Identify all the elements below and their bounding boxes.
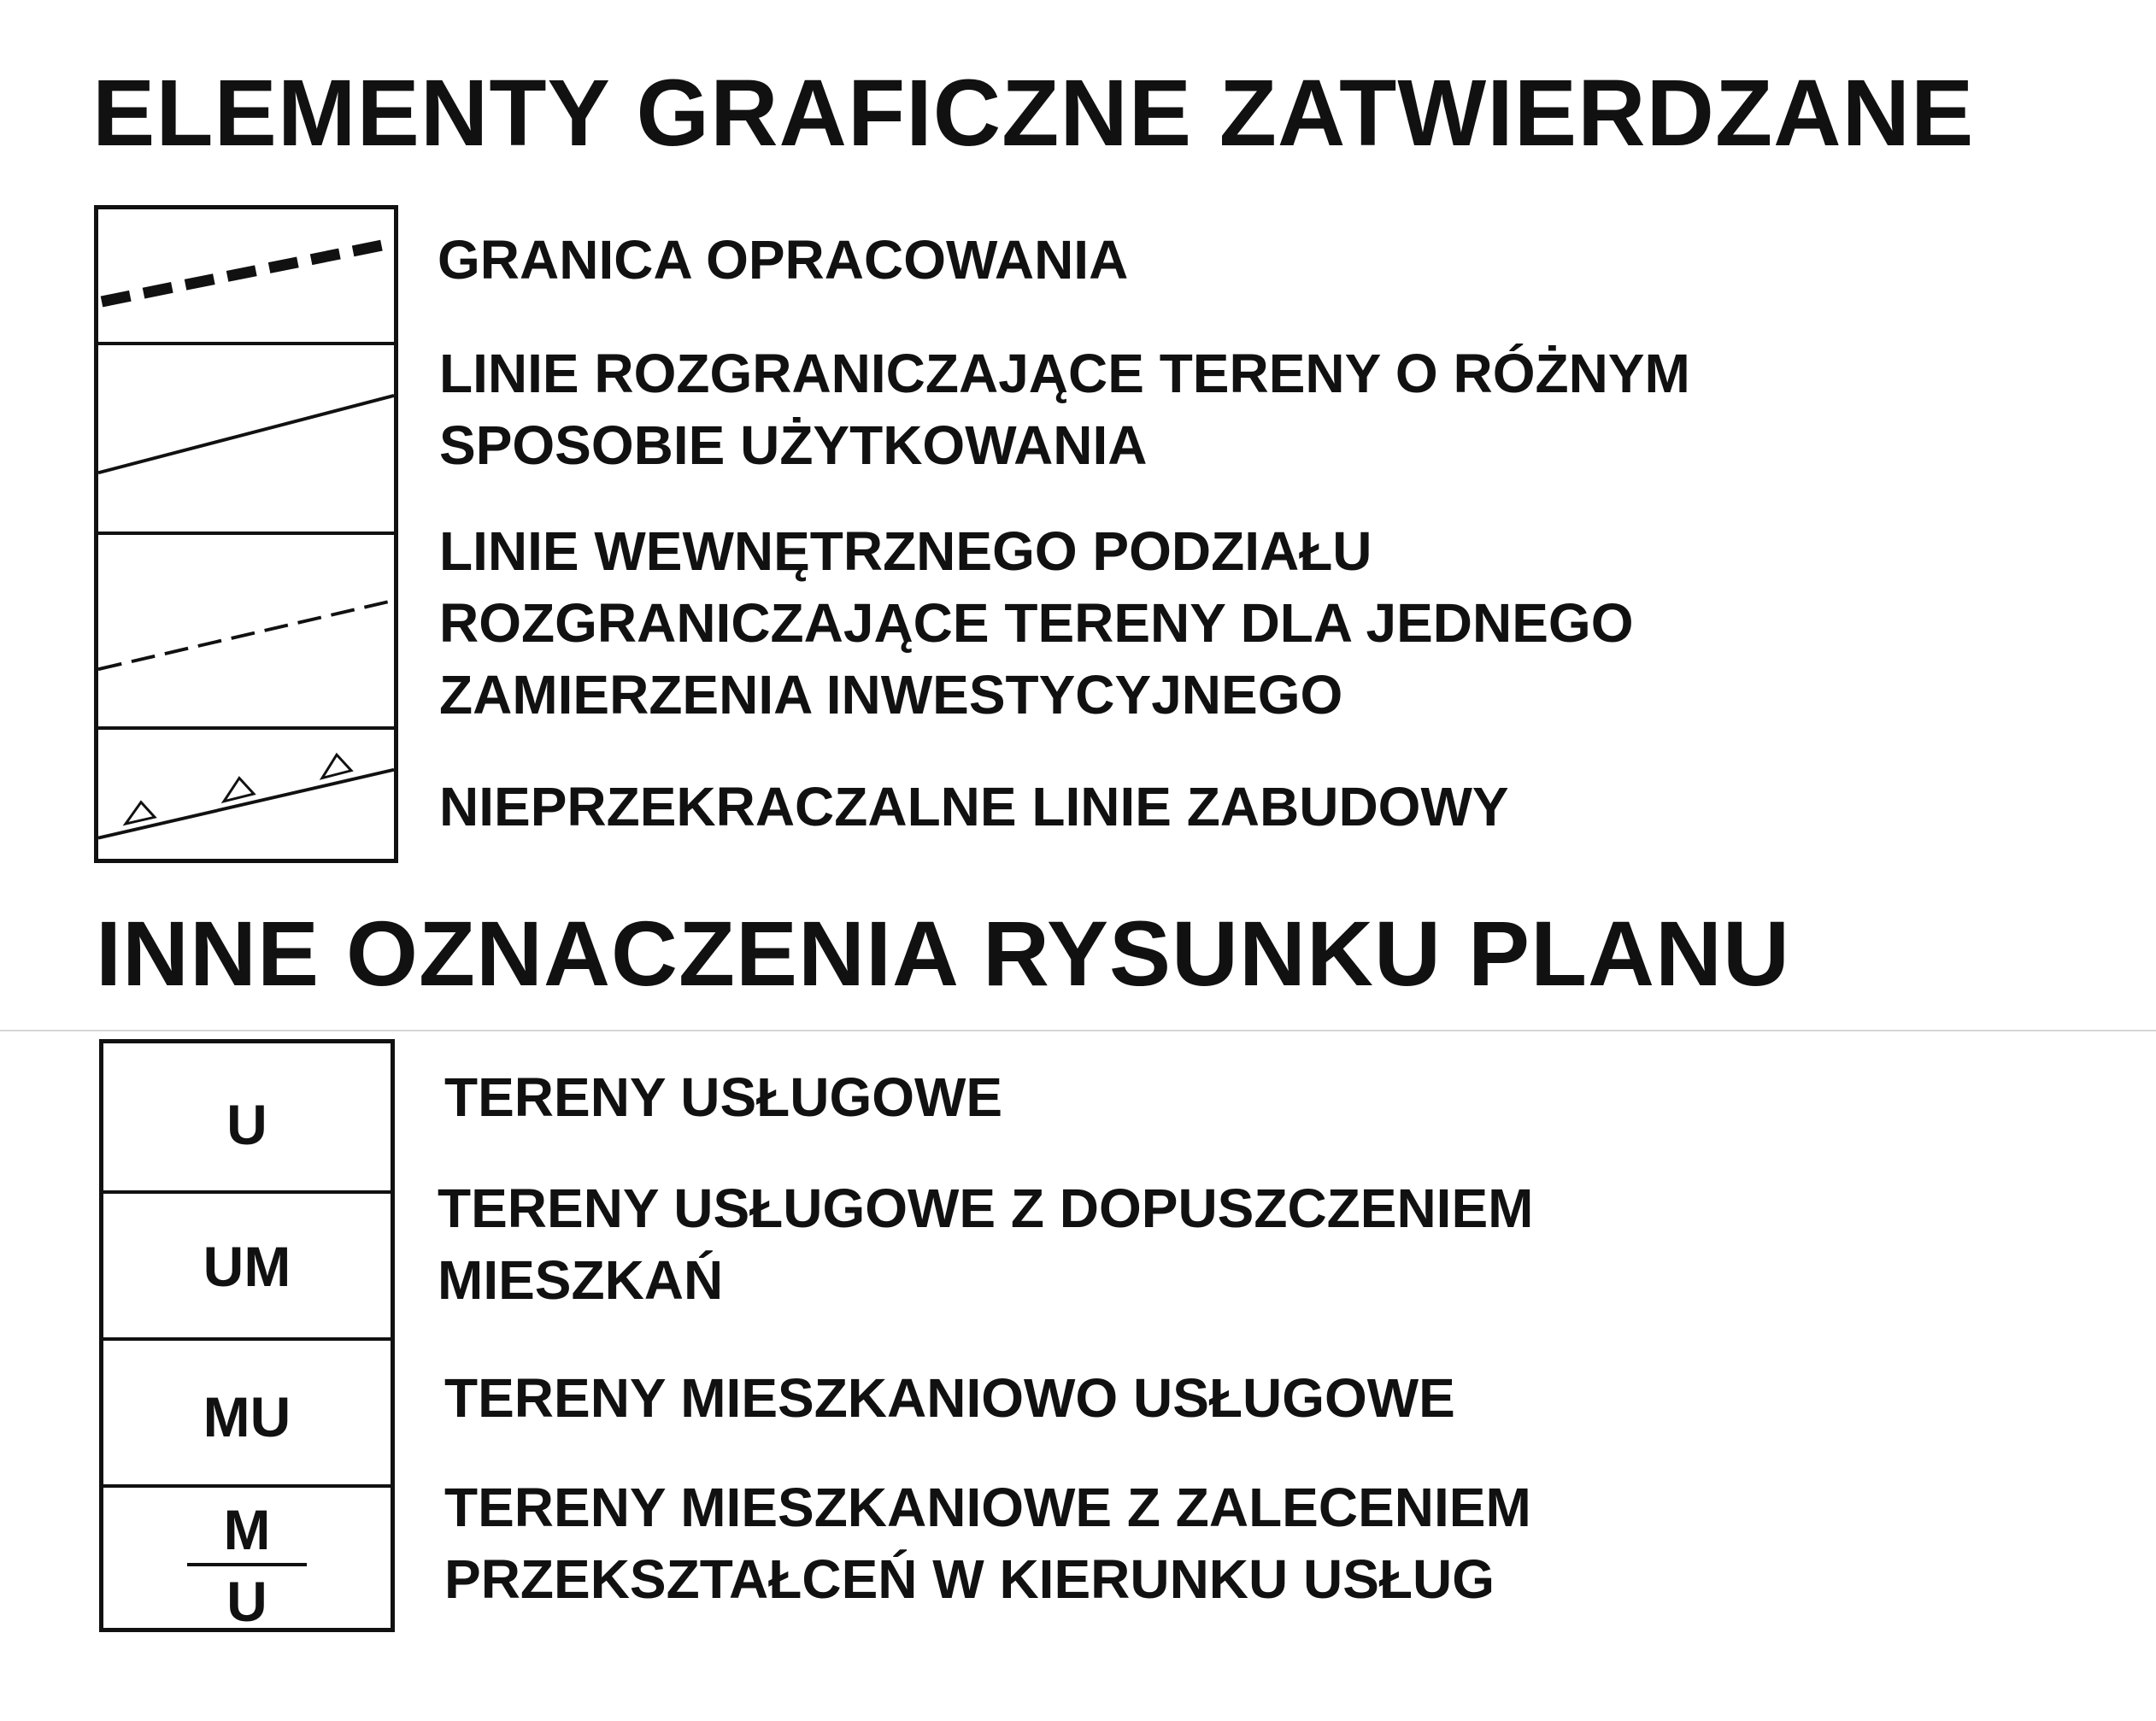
legend-text-service-residential-areas: TERENY USŁUGOWE Z DOPUSZCZENIEM MIESZKAŃ <box>438 1178 1534 1311</box>
section-title-approved-elements: ELEMENTY GRAFICZNE ZATWIERDZANE <box>92 61 1975 166</box>
section-title-other-plan-markings: INNE OZNACZENIA RYSUNKU PLANU <box>96 902 1791 1005</box>
code-cell-m-over-u <box>103 1484 391 1633</box>
fraction-bar <box>187 1563 307 1566</box>
legend-text-internal-division-lines: LINIE WEWNĘTRZNEGO PODZIAŁU ROZGRANICZAJĄCE TERENY DLA JEDNEGO ZAMIERZENIA INWESTYCYJNEGO <box>439 520 1634 725</box>
triangle-line-icon <box>98 730 394 859</box>
legend-text-residential-transformation-areas: TERENY MIESZKANIOWE Z ZALECENIEM PRZEKSZTAŁCEŃ W KIERUNKU USŁUG <box>444 1477 1531 1610</box>
zone-code-mu: MU <box>203 1385 291 1448</box>
code-cell-um <box>103 1190 391 1337</box>
symbol-demarcation-lines <box>98 342 394 532</box>
legend-text-residential-service-areas: TERENY MIESZKANIOWO USŁUGOWE <box>444 1367 1455 1429</box>
legend-text-building-lines: NIEPRZEKRACZALNE LINIE ZABUDOWY <box>439 776 1509 837</box>
symbol-study-boundary <box>98 209 394 342</box>
zone-code-fraction <box>103 1498 391 1633</box>
legend-text-service-areas: TERENY USŁUGOWE <box>444 1066 1003 1128</box>
legend-text-study-boundary: GRANICA OPRACOWANIA <box>438 229 1129 291</box>
zone-code-m: M <box>223 1498 271 1561</box>
code-cell-mu <box>103 1337 391 1484</box>
symbol-internal-division-lines <box>98 532 394 726</box>
legend-text-demarcation-lines: LINIE ROZGRANICZAJĄCE TERENY O RÓŻNYM SPOSOBIE UŻYTKOWANIA <box>439 343 1690 476</box>
scan-artifact-line <box>0 1030 2156 1031</box>
code-cell-u <box>103 1043 391 1190</box>
zone-code-u: U <box>226 1093 267 1156</box>
thin-dashed-line-icon <box>98 535 394 726</box>
zone-code-um: UM <box>203 1235 291 1298</box>
symbol-building-lines <box>98 726 394 859</box>
zone-code-u-denominator: U <box>226 1570 267 1633</box>
other-markings-symbol-column <box>99 1039 395 1632</box>
thick-dashed-line-icon <box>98 209 394 342</box>
solid-line-icon <box>98 345 394 532</box>
approved-elements-symbol-column <box>94 205 398 863</box>
